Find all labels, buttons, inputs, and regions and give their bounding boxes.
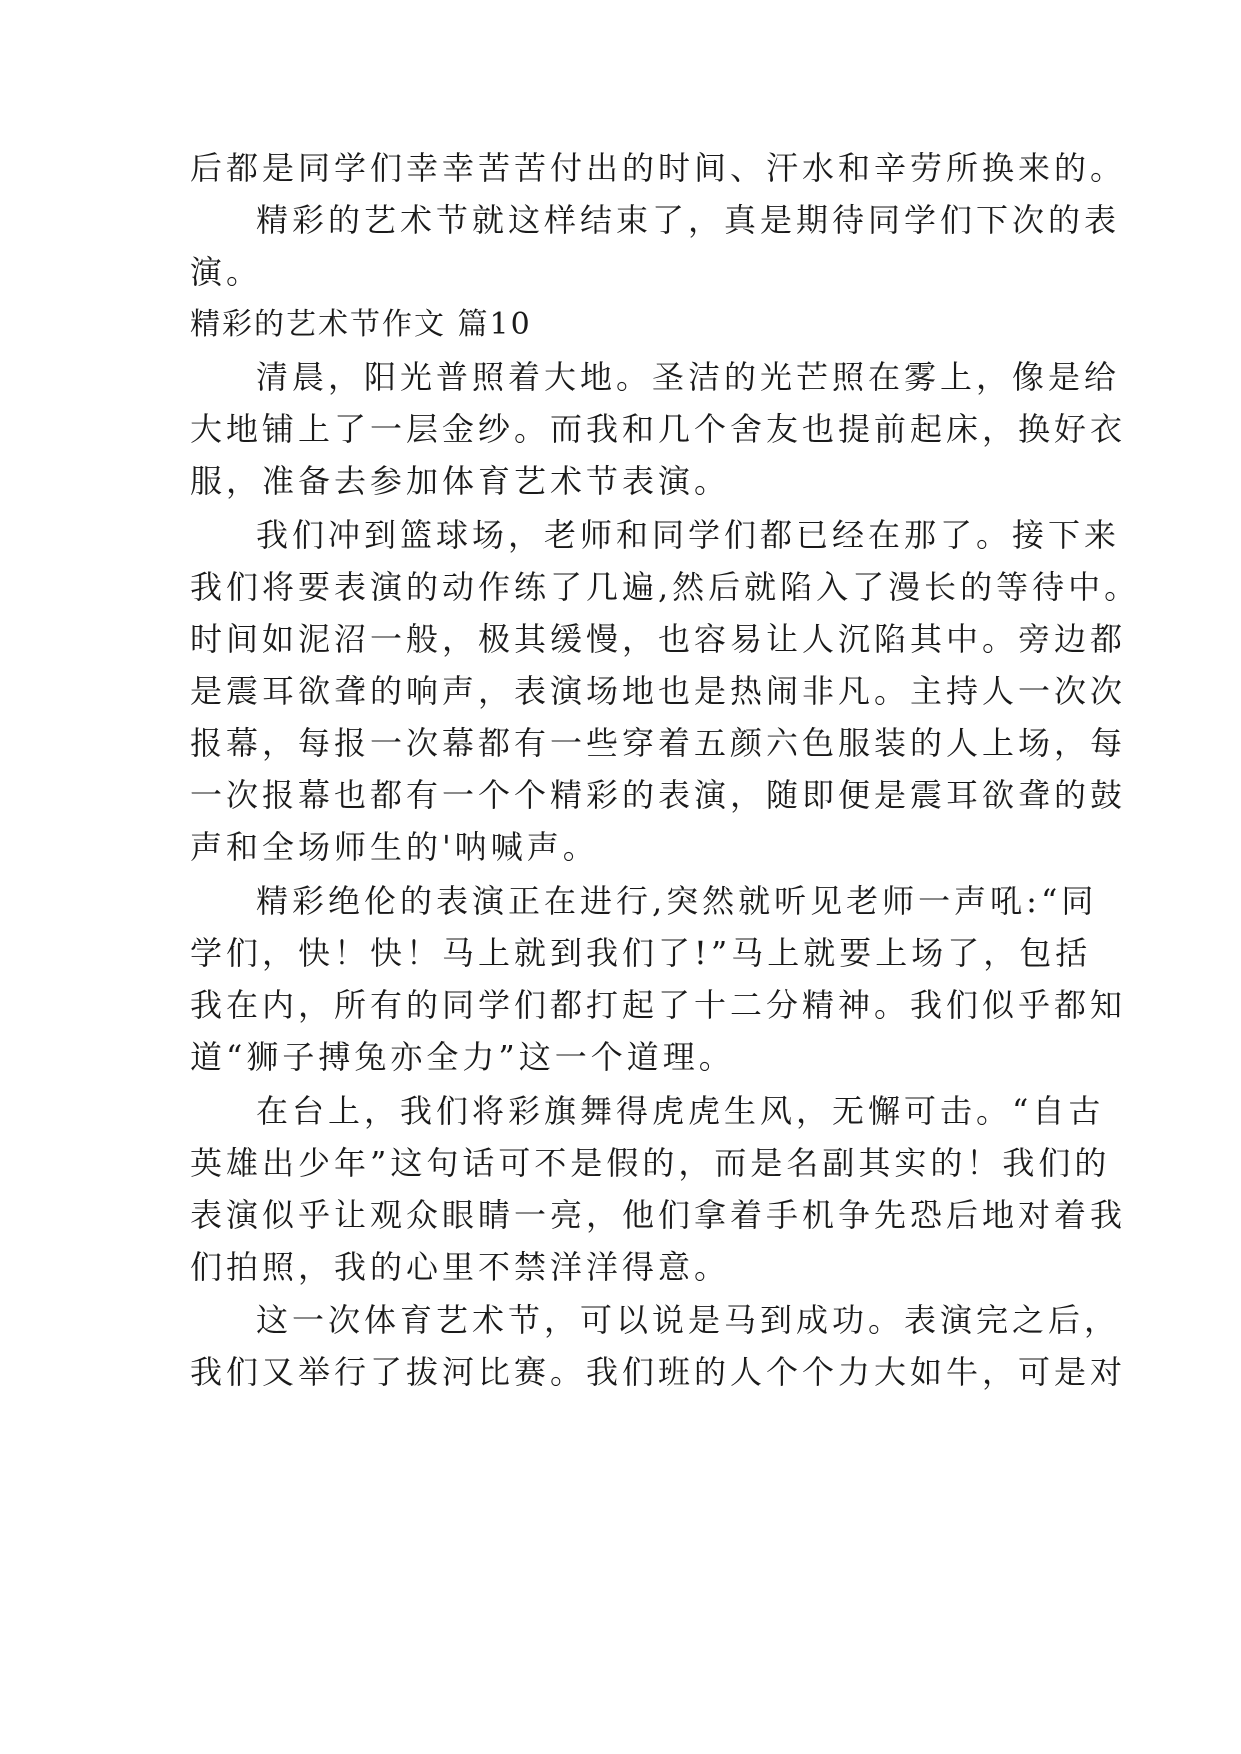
paragraph-line: 表演似乎让观众眼睛一亮，他们拿着手机争先恐后地对着我: [190, 1196, 1127, 1234]
paragraph-line: 服，准备去参加体育艺术节表演。: [190, 462, 731, 500]
section-heading: 精彩的艺术节作文 篇10: [190, 307, 532, 342]
paragraph-line: 学们，快！快！马上就到我们了!”马上就要上场了，包括: [190, 934, 1092, 972]
paragraph-line: 道“狮子搏兔亦全力”这一个道理。: [190, 1038, 735, 1076]
paragraph-line: 声和全场师生的'呐喊声。: [190, 828, 599, 866]
paragraph-line: 大地铺上了一层金纱。而我和几个舍友也提前起床，换好衣: [190, 410, 1127, 448]
paragraph-line: 报幕，每报一次幕都有一些穿着五颜六色服装的人上场，每: [190, 724, 1127, 762]
paragraph-line: 在台上，我们将彩旗舞得虎虎生风，无懈可击。“自古: [256, 1092, 1105, 1130]
paragraph-line: 我们又举行了拔河比赛。我们班的人个个力大如牛，可是对: [190, 1353, 1127, 1391]
paragraph-line: 一次报幕也都有一个个精彩的表演，随即便是震耳欲聋的鼓: [190, 776, 1127, 814]
paragraph-line: 清晨，阳光普照着大地。圣洁的光芒照在雾上，像是给: [256, 358, 1121, 396]
paragraph-line: 是震耳欲聋的响声，表演场地也是热闹非凡。主持人一次次: [190, 672, 1127, 710]
paragraph-line: 精彩绝伦的表演正在进行,突然就听见老师一声吼:“同: [256, 882, 1098, 920]
paragraph-line: 英雄出少年”这句话可不是假的，而是名副其实的！我们的: [190, 1144, 1111, 1182]
paragraph-line: 精彩的艺术节就这样结束了，真是期待同学们下次的表: [256, 201, 1121, 239]
paragraph-line: 时间如泥沼一般，极其缓慢，也容易让人沉陷其中。旁边都: [190, 620, 1127, 658]
paragraph-line: 这一次体育艺术节，可以说是马到成功。表演完之后，: [256, 1301, 1121, 1339]
paragraph-line: 我在内，所有的同学们都打起了十二分精神。我们似乎都知: [190, 986, 1127, 1024]
paragraph-line: 们拍照，我的心里不禁洋洋得意。: [190, 1248, 731, 1286]
paragraph-line: 演。: [190, 253, 263, 291]
paragraph-line: 后都是同学们幸幸苦苦付出的时间、汗水和辛劳所换来的。: [190, 149, 1127, 187]
paragraph-line: 我们冲到篮球场，老师和同学们都已经在那了。接下来: [256, 516, 1121, 554]
paragraph-line: 我们将要表演的动作练了几遍,然后就陷入了漫长的等待中。: [190, 568, 1141, 606]
